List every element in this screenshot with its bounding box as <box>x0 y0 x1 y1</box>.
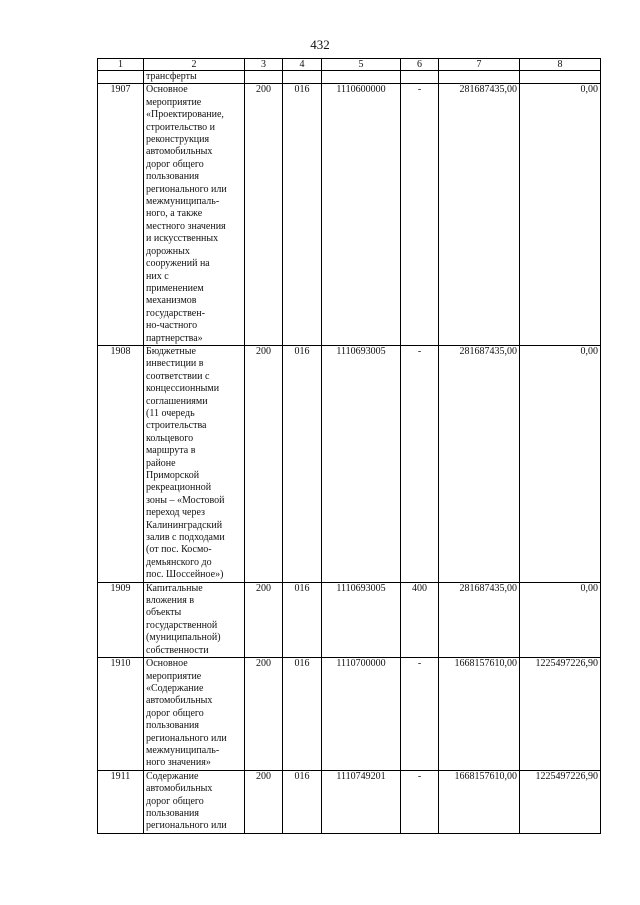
item-name-line: партнерства» <box>146 332 203 344</box>
item-name-line: автомобильных <box>146 783 213 795</box>
item-name-line: строительства <box>146 420 207 432</box>
column-number: 2 <box>144 59 245 71</box>
item-name-line: регионального или <box>146 732 227 744</box>
item-name-line: демьянского до <box>146 556 212 568</box>
item-name-line: Приморской <box>146 470 200 481</box>
code-col4: 016 <box>283 345 322 582</box>
item-name-line: (от пос. Космо- <box>146 544 212 556</box>
item-name-line: соответствии с <box>146 370 210 382</box>
code-col5: 1110693005 <box>322 345 401 582</box>
table-row <box>98 582 601 657</box>
row-number <box>98 71 144 84</box>
row-number: 1909 <box>98 582 144 657</box>
item-name-line: мероприятие <box>146 96 202 108</box>
amount-col8: 1225497226,90 <box>520 770 601 833</box>
item-name-line: Основное <box>146 658 188 670</box>
code-col4: 016 <box>283 582 322 657</box>
item-name-line: автомобильных <box>146 146 213 158</box>
table-row <box>98 345 601 582</box>
page-number: 432 <box>310 37 330 52</box>
item-name-line: межмуниципаль- <box>146 744 220 756</box>
column-number: 6 <box>401 59 439 71</box>
item-name-line: кольцевого <box>146 432 194 444</box>
column-number: 3 <box>245 59 283 71</box>
column-number: 4 <box>283 59 322 71</box>
item-name-line: Капитальные <box>146 582 203 594</box>
item-name-line: объекты <box>146 607 182 619</box>
continuation-text: трансферты <box>144 71 245 84</box>
empty-cell <box>401 71 439 84</box>
item-name-line: пользования <box>146 720 199 732</box>
code-col3: 200 <box>245 658 283 771</box>
item-name-line: строительство и <box>146 121 215 133</box>
item-name-line: и искусственных <box>146 233 219 245</box>
continuation-row <box>98 71 601 84</box>
code-col3: 200 <box>245 345 283 582</box>
amount-col7: 281687435,00 <box>439 345 520 582</box>
item-name-line: дорог общего <box>146 158 204 170</box>
column-number: 8 <box>520 59 601 71</box>
item-name-line: Основное <box>146 84 188 96</box>
item-name-line: инвестиции в <box>146 358 204 370</box>
item-name-line: залив с подходами <box>146 532 225 544</box>
code-col3: 200 <box>245 84 283 346</box>
code-col6: - <box>401 770 439 833</box>
code-col5: 1110749201 <box>322 770 401 833</box>
item-name-line: концессионными <box>146 383 220 395</box>
item-name-line: (11 очередь <box>146 407 195 419</box>
item-name-line: применением <box>146 282 204 294</box>
item-name-line: районе <box>146 457 176 469</box>
empty-cell <box>245 71 283 84</box>
amount-col7: 1668157610,00 <box>439 658 520 771</box>
row-number: 1908 <box>98 345 144 582</box>
item-name-line: (муниципальной) <box>146 632 221 644</box>
table-row <box>98 770 601 833</box>
budget-table <box>97 58 601 834</box>
item-name <box>144 770 245 833</box>
item-name <box>144 582 245 657</box>
item-name <box>144 84 245 346</box>
code-col3: 200 <box>245 770 283 833</box>
item-name-line: межмуниципаль- <box>146 196 220 208</box>
item-name <box>144 345 245 582</box>
item-name-line: дорог общего <box>146 707 204 719</box>
amount-col8: 0,00 <box>520 582 601 657</box>
item-name-line: реконструкция <box>146 134 210 146</box>
item-name-line: соглашениями <box>146 395 208 407</box>
item-name-line: переход через <box>146 507 205 519</box>
item-name-line: пос. Шоссейное») <box>146 569 224 581</box>
code-col4: 016 <box>283 770 322 833</box>
item-name-line: Содержание <box>146 770 199 782</box>
item-name-line: ного значения» <box>146 757 211 769</box>
item-name-line: регионального или <box>146 183 227 195</box>
amount-col7: 1668157610,00 <box>439 770 520 833</box>
item-name-line: автомобильных <box>146 695 213 707</box>
item-name-line: государственной <box>146 619 218 631</box>
item-name-line: дорог общего <box>146 795 204 807</box>
item-name-line: сооружений на <box>146 258 210 270</box>
item-name-line: собственности <box>146 644 209 656</box>
amount-col7: 281687435,00 <box>439 582 520 657</box>
item-name-line: ного, а также <box>146 208 203 220</box>
empty-cell <box>322 71 401 84</box>
code-col4: 016 <box>283 658 322 771</box>
item-name-line: регионального или <box>146 820 227 832</box>
code-col5: 1110693005 <box>322 582 401 657</box>
empty-cell <box>439 71 520 84</box>
amount-col8: 0,00 <box>520 345 601 582</box>
empty-cell <box>520 71 601 84</box>
column-number-row <box>98 59 601 71</box>
item-name-line: но-частного <box>146 320 198 332</box>
code-col4: 016 <box>283 84 322 346</box>
item-name-line: вложения в <box>146 595 195 607</box>
item-name-line: «Проектирование, <box>146 109 224 121</box>
table-row <box>98 658 601 771</box>
item-name-line: мероприятие <box>146 670 202 682</box>
code-col6: 400 <box>401 582 439 657</box>
amount-col8: 1225497226,90 <box>520 658 601 771</box>
row-number: 1911 <box>98 770 144 833</box>
code-col6: - <box>401 345 439 582</box>
item-name-line: рекреационной <box>146 482 212 494</box>
item-name-line: них с <box>146 270 169 282</box>
row-number: 1910 <box>98 658 144 771</box>
code-col3: 200 <box>245 582 283 657</box>
code-col5: 1110600000 <box>322 84 401 346</box>
item-name-line: пользования <box>146 807 199 819</box>
table-row <box>98 84 601 346</box>
item-name-line: «Содержание <box>146 682 204 694</box>
amount-col7: 281687435,00 <box>439 84 520 346</box>
code-col6: - <box>401 658 439 771</box>
empty-cell <box>283 71 322 84</box>
item-name-line: пользования <box>146 171 199 183</box>
item-name-line: Бюджетные <box>146 345 196 357</box>
column-number: 1 <box>98 59 144 71</box>
item-name-line: механизмов <box>146 295 197 307</box>
column-number: 5 <box>322 59 401 71</box>
code-col6: - <box>401 84 439 346</box>
item-name-line: дорожных <box>146 245 190 257</box>
item-name-line: маршрута в <box>146 445 196 457</box>
item-name <box>144 658 245 771</box>
item-name-line: зоны – «Мостовой <box>146 494 225 506</box>
item-name-line: Калининградский <box>146 519 223 531</box>
amount-col8: 0,00 <box>520 84 601 346</box>
item-name-line: местного значения <box>146 220 226 232</box>
column-number: 7 <box>439 59 520 71</box>
code-col5: 1110700000 <box>322 658 401 771</box>
row-number: 1907 <box>98 84 144 346</box>
item-name-line: государствен- <box>146 307 205 319</box>
